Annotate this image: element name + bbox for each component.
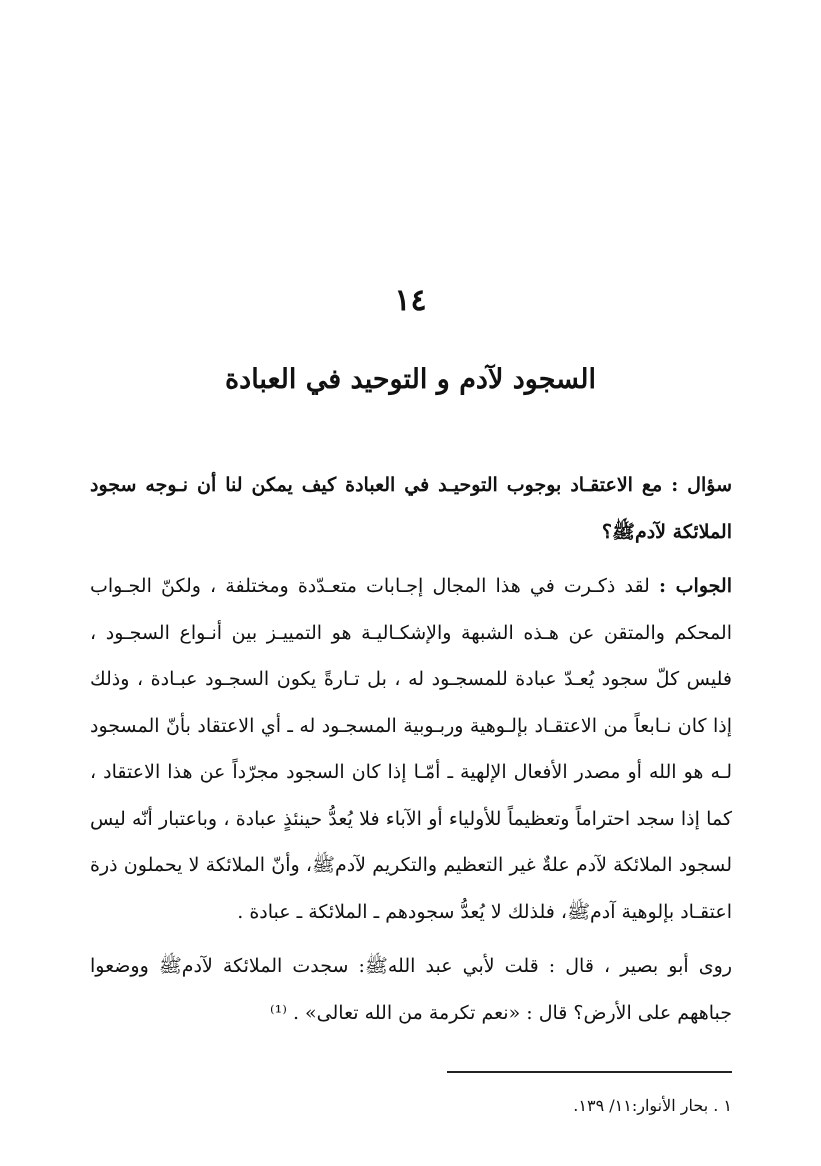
question-paragraph <box>90 462 732 555</box>
narration-paragraph: روى أبو بصير ، قال : قلت لأبي عبد اللهﷺ: سجدت الملائكة لآدمﷺ ووضعوا جباههم على الأرض؟ قال : «نعم تكرمة من الله تعالى» . ⁽¹⁾ <box>90 955 732 1024</box>
footnote: ١ . بحار الأنوار:١١/ ١٣٩. <box>573 1096 732 1115</box>
answer-label: الجواب : <box>658 575 732 597</box>
chapter-number: ١٤ <box>394 283 427 318</box>
body-text <box>90 462 732 1044</box>
answer-text: لقد ذكـرت في هذا المجال إجـابات متعـدّدة ومختلفة ، ولكنّ الجـواب المحكم والمتقن عن هـذه الشبهة والإشكـاليـة هو التمييـز بين أنـواع السجـود ، فليس كلّ سجود يُعـدّ عبادة للمسجـود له ، بل تـارةً يكون السجـود عبـادة ، وذلك إذا كان نـابعاً من الاعتقـاد بإلـوهية وربـوبية المسجـود له ـ أي الاعتقاد بأنّ المسجود لـه هو الله أو مصدر الأفعال الإلهية ـ أمّـا إذا كان السجود مجرّداً عن هذا الاعتقاد ، كما إذا سجد احتراماً وتعظيماً للأولياء أو الآباء فلا يُعدُّ حينئذٍ عبادة ، وباعتبار أنّه ليس لسجود الملائكة لآدم علةٌ غير التعظيم والتكريم لآدمﷺ، وأنّ الملائكة لا يحملون ذرة اعتقـاد بإلوهية آدمﷺ، فلذلك لا يُعدُّ سجودهم ـ الملائكة ـ عبادة . <box>90 575 732 923</box>
footnote-divider <box>447 1071 732 1073</box>
chapter-title: السجود لآدم و التوحيد في العبادة <box>225 364 596 395</box>
answer-paragraph <box>90 563 732 935</box>
question-label: سؤال : <box>671 474 732 496</box>
question-text: مع الاعتقـاد بوجوب التوحيـد في العبادة كيف يمكن لنا أن نـوجه سجود الملائكة لآدمﷺ؟ <box>90 474 732 543</box>
